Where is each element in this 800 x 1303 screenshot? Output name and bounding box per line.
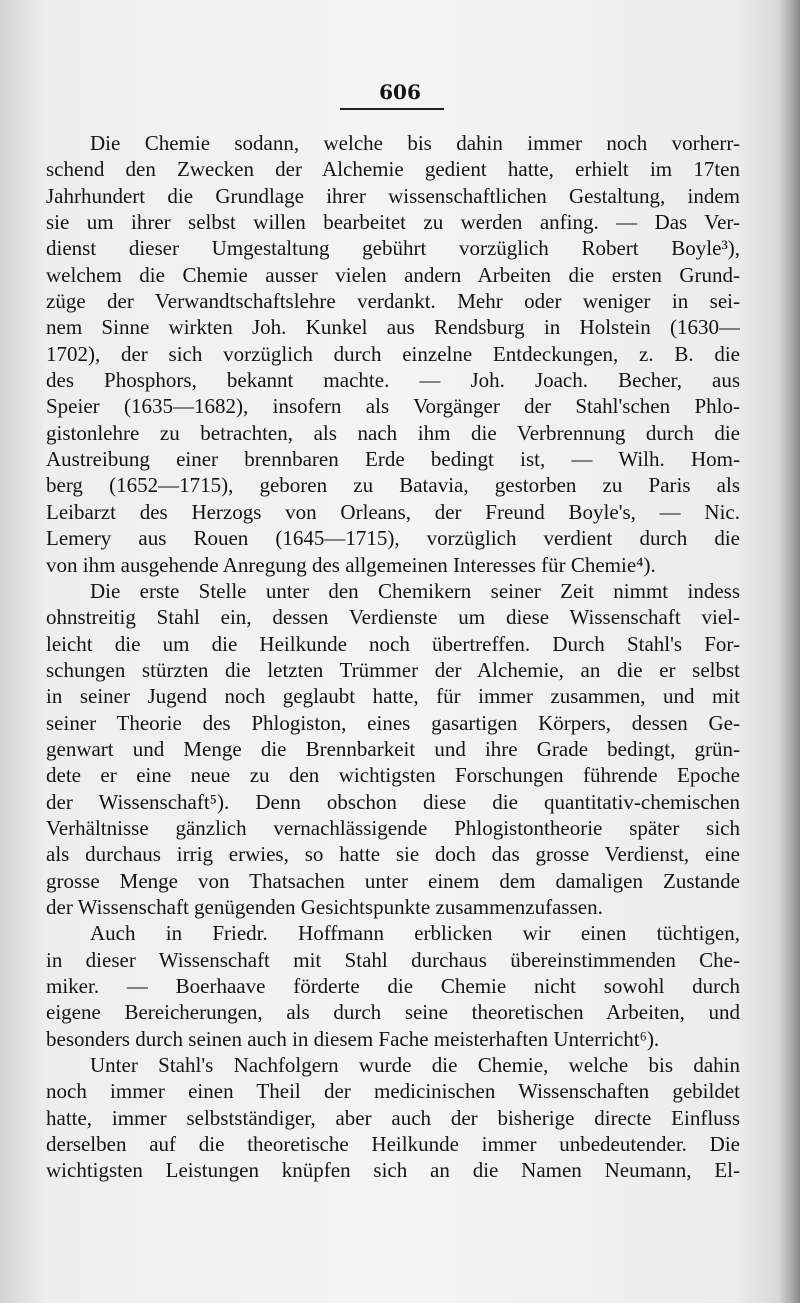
text-line: berg (1652—1715), geboren zu Batavia, gestorben zu Paris als (46, 473, 740, 498)
text-line: besonders durch seinen auch in diesem Fache meisterhaften Unterricht⁶). (46, 1026, 660, 1051)
text-line: Die Chemie sodann, welche bis dahin immer noch vorherr- (90, 131, 740, 155)
text-line: Jahrhundert die Grundlage ihrer wissenschaftlichen Gestaltung, indem (46, 183, 740, 208)
text-line: 1702), der sich vorzüglich durch einzelne Entdeckungen, z. B. die (46, 341, 740, 366)
text-line: leicht die um die Heilkunde noch übertreffen. Durch Stahl's For- (46, 631, 740, 656)
text-line: dete er eine neue zu den wichtigsten Forschungen führende Epoche (46, 763, 740, 788)
page-number: 606 (379, 80, 421, 104)
text-line: schungen stürzten die letzten Trümmer der Alchemie, an die er selbst (46, 657, 740, 682)
text-line: Austreibung einer brennbaren Erde bedingt ist, — Wilh. Hom- (46, 447, 740, 472)
page-number-rule (340, 108, 444, 110)
text-line: sie um ihrer selbst willen bearbeitet zu werden anfing. — Das Ver- (46, 210, 740, 235)
text-line: nem Sinne wirkten Joh. Kunkel aus Rendsburg in Holstein (1630— (46, 315, 740, 340)
text-line: des Phosphors, bekannt machte. — Joh. Joach. Becher, aus (46, 368, 740, 393)
text-line: miker. — Boerhaave förderte die Chemie nicht sowohl durch (46, 974, 740, 998)
text-line: grosse Menge von Thatsachen unter einem dem damaligen Zustande (46, 868, 740, 893)
text-line: ohnstreitig Stahl ein, dessen Verdienste um diese Wissenschaft viel- (46, 605, 740, 630)
text-line: als durchaus irrig erwies, so hatte sie doch das grosse Verdienst, eine (46, 842, 740, 867)
text-line: Auch in Friedr. Hoffmann erblicken wir einen tüchtigen, (90, 921, 740, 946)
text-line: züge der Verwandtschaftslehre verdankt. Mehr oder weniger in sei- (46, 289, 740, 314)
text-line: seiner Theorie des Phlogiston, eines gasartigen Körpers, dessen Ge- (46, 710, 740, 735)
text-line: gistonlehre zu betrachten, als nach ihm die Verbrennung durch die (46, 420, 740, 445)
text-line: Speier (1635—1682), insofern als Vorgänger der Stahl'schen Phlo- (46, 394, 740, 419)
text-line: hatte, immer selbstständiger, aber auch der bisherige directe Einfluss (46, 1105, 740, 1130)
text-line: eigene Bereicherungen, als durch seine theoretischen Arbeiten, und (46, 1000, 740, 1025)
text-line: Unter Stahl's Nachfolgern wurde die Chemie, welche bis dahin (90, 1053, 740, 1078)
text-line: schend den Zwecken der Alchemie gedient hatte, erhielt im 17ten (46, 157, 740, 182)
body-text (46, 130, 740, 1184)
text-line: wichtigsten Leistungen knüpfen sich an die Namen Neumann, El- (46, 1158, 740, 1183)
page-edge-shadow (778, 0, 800, 1303)
text-line: Lemery aus Rouen (1645—1715), vorzüglich verdient durch die (46, 526, 740, 551)
text-line: in dieser Wissenschaft mit Stahl durchaus übereinstimmenden Che- (46, 947, 740, 972)
text-line: von ihm ausgehende Anregung des allgemeinen Interesses für Chemie⁴). (46, 552, 656, 577)
text-line: welchem die Chemie ausser vielen andern Arbeiten die ersten Grund- (46, 262, 740, 287)
text-line: derselben auf die theoretische Heilkunde immer unbedeutender. Die (46, 1132, 740, 1157)
text-line: Verhältnisse gänzlich vernachlässigende Phlogistontheorie später sich (46, 815, 740, 840)
text-line: Leibarzt des Herzogs von Orleans, der Freund Boyle's, — Nic. (46, 499, 740, 524)
text-line: genwart und Menge die Brennbarkeit und ihre Grade bedingt, grün- (46, 736, 740, 761)
text-line: dienst dieser Umgestaltung gebührt vorzüglich Robert Boyle³), (46, 236, 740, 261)
text-line: der Wissenschaft⁵). Denn obschon diese die quantitativ-chemischen (46, 789, 740, 814)
text-line: der Wissenschaft genügenden Gesichtspunkte zusammenzufassen. (46, 894, 603, 919)
text-line: in seiner Jugend noch geglaubt hatte, für immer zusammen, und mit (46, 684, 740, 709)
text-line: noch immer einen Theil der medicinischen Wissenschaften gebildet (46, 1079, 740, 1104)
text-line: Die erste Stelle unter den Chemikern seiner Zeit nimmt indess (90, 578, 740, 603)
